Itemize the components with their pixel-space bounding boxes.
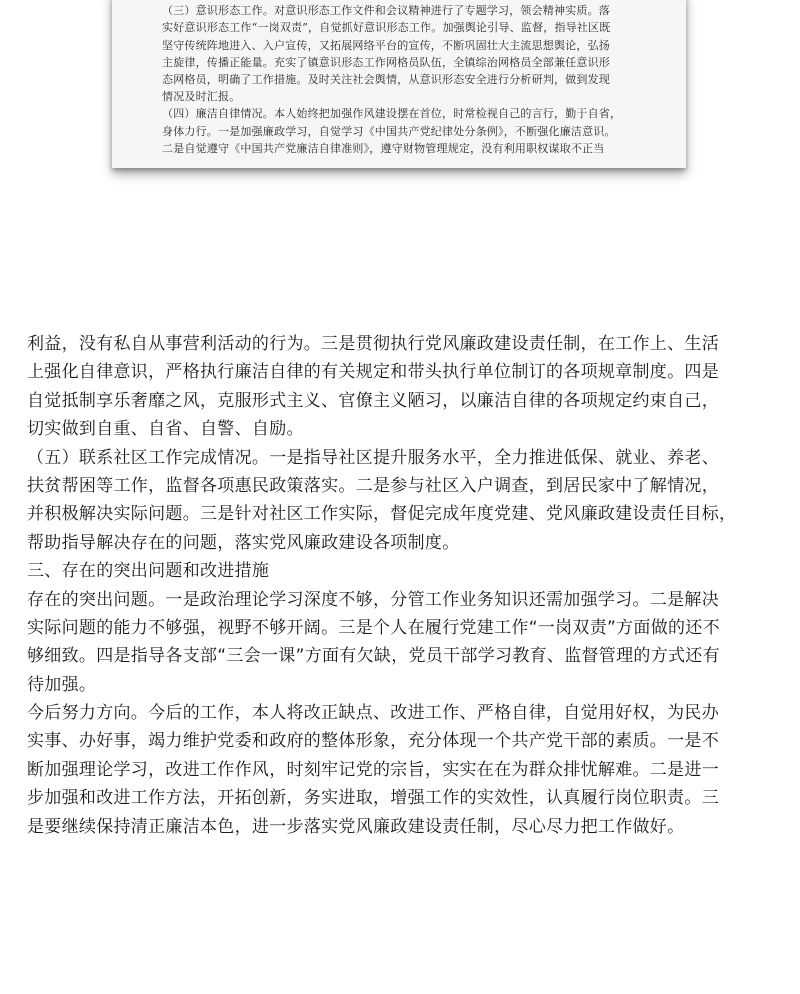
scan-line: 主旋律，传播正能量。充实了镇意识形态工作网格员队伍，全镇综治网格员全部兼任意识形 xyxy=(162,55,610,69)
scan-line: （四）廉洁自律情况。本人始终把加强作风建设摆在首位，时常检视自己的言行，勤于自省， xyxy=(162,107,622,121)
scanned-page-text xyxy=(112,0,686,157)
body-line: 利益，没有私自从事营利活动的行为。三是贯彻执行党风廉政建设责任制，在工作上、生活 xyxy=(27,334,719,354)
body-line: 实际问题的能力不够强，视野不够开阔。三是个人在履行党建工作“一岗双责”方面做的还不 xyxy=(27,617,720,638)
scan-line: 态网格员，明确了工作措施。及时关注社会舆情，从意识形态安全进行分析研判，做到发现 xyxy=(162,72,610,86)
body-line: 待加强。 xyxy=(27,674,97,695)
scan-line: 实好意识形态工作“一岗双责”，自觉抓好意识形态工作。加强舆论引导、监督，指导社区既 xyxy=(162,21,611,35)
scanned-page-snippet xyxy=(112,0,686,168)
scan-line: 身体力行。一是加强廉政学习，自觉学习《中国共产党纪律处分条例》，不断强化廉洁意识。 xyxy=(162,124,616,138)
body-line: 步加强和改进工作方法，开拓创新，务实进取，增强工作的实效性，认真履行岗位职责。三 xyxy=(27,788,719,809)
scan-line: （三）意识形态工作。对意识形态工作文件和会议精神进行了专题学习，领会精神实质。落 xyxy=(162,4,610,18)
body-line: 存在的突出问题。一是政治理论学习深度不够，分管工作业务知识还需加强学习。二是解决 xyxy=(27,589,719,610)
body-line: 切实做到自重、自省、自警、自励。 xyxy=(27,419,304,440)
body-line: 实事、办好事，竭力维护党委和政府的整体形象，充分体现一个共产党干部的素质。一是不 xyxy=(27,731,719,752)
section-heading: 三、存在的突出问题和改进措施 xyxy=(27,561,270,582)
body-line: 是要继续保持清正廉洁本色，进一步落实党风廉政建设责任制，尽心尽力把工作做好。 xyxy=(27,816,685,837)
scan-line: 情况及时汇报。 xyxy=(162,90,241,104)
body-line: 断加强理论学习，改进工作作风，时刻牢记党的宗旨，实实在在为群众排忧解难。二是进一 xyxy=(27,759,719,780)
body-line: 够细致。四是指导各支部“三会一课”方面有欠缺，党员干部学习教育、监督管理的方式还有 xyxy=(27,646,720,667)
body-line: 上强化自律意识，严格执行廉洁自律的有关规定和带头执行单位制订的各项规章制度。四是 xyxy=(27,362,719,383)
document-body xyxy=(27,330,779,841)
body-line: 帮助指导解决存在的问题，落实党风廉政建设各项制度。 xyxy=(27,532,460,553)
scan-line: 坚守传统阵地进入、入户宣传，又拓展网络平台的宣传，不断巩固壮大主流思想舆论，弘扬 xyxy=(162,38,610,52)
body-line: 并积极解决实际问题。三是针对社区工作实际，督促完成年度党建、党风廉政建设责任目标， xyxy=(27,504,737,525)
body-line: 自觉抵制享乐奢靡之风，克服形式主义、官僚主义陋习，以廉洁自律的各项规定约束自己， xyxy=(27,390,719,411)
scan-line: 二是自觉遵守《中国共产党廉洁自律准则》，遵守财物管理规定，没有利用职权谋取不正当 xyxy=(162,141,605,155)
body-line: 扶贫帮困等工作，监督各项惠民政策落实。二是参与社区入户调查，到居民家中了解情况， xyxy=(27,475,719,496)
body-line: （五）联系社区工作完成情况。一是指导社区提升服务水平，全力推进低保、就业、养老、 xyxy=(27,447,719,468)
body-line: 今后努力方向。今后的工作，本人将改正缺点、改进工作、严格自律，自觉用好权，为民办 xyxy=(27,703,719,724)
